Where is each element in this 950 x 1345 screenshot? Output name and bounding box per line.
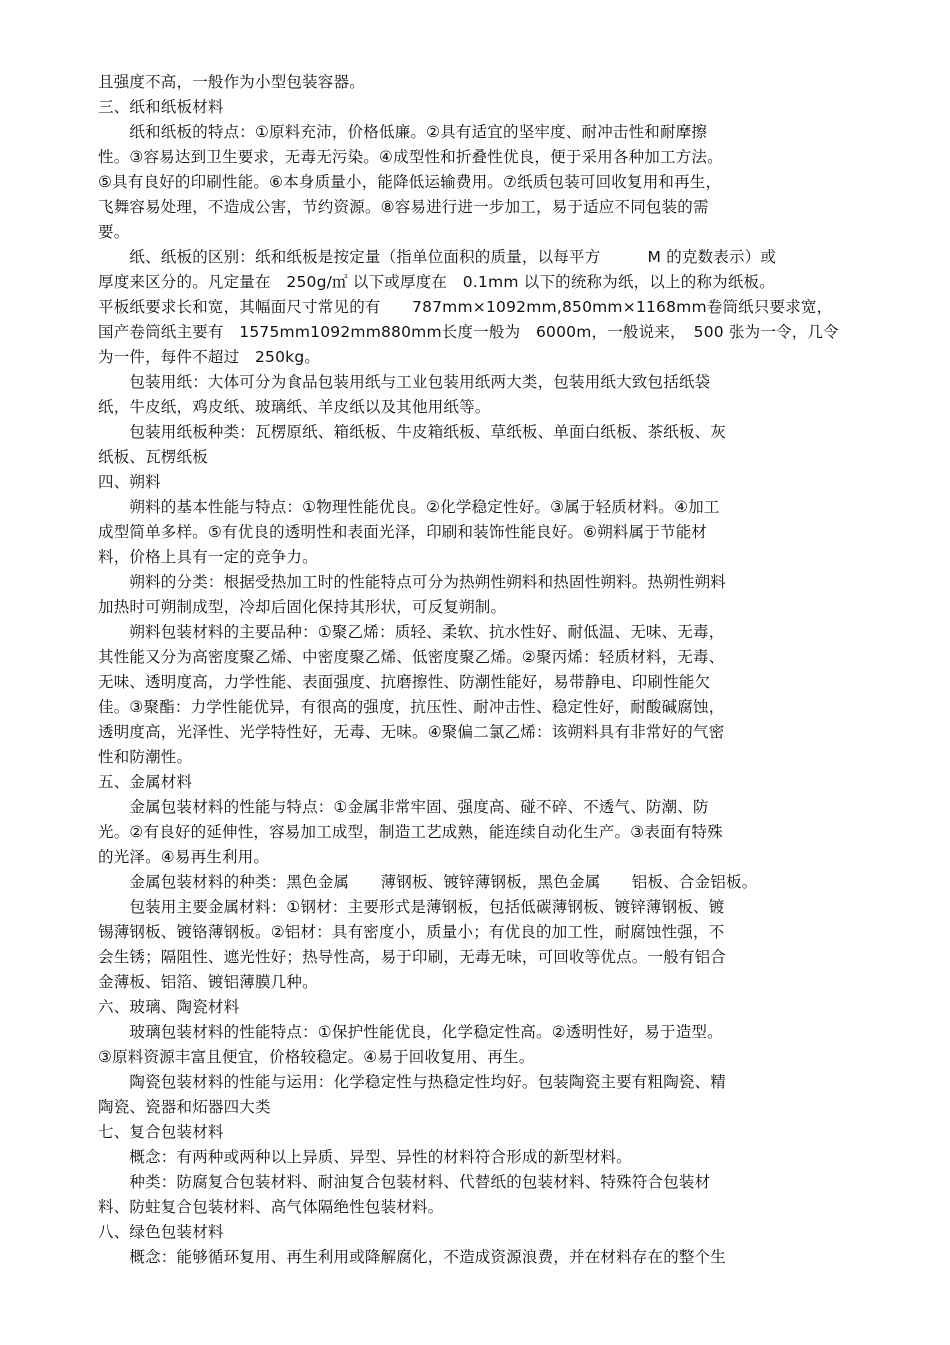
text-line: 光。②有良好的延伸性，容易加工成型，制造工艺成熟，能连续自动化生产。③表面有特殊 <box>98 823 723 841</box>
text-line: 包装用纸：大体可分为食品包装用纸与工业包装用纸两大类，包装用纸大致包括纸袋 <box>98 373 711 391</box>
text-line: 锡薄钢板、镀铬薄钢板。②铝材：具有密度小，质量小；有优良的加工性，耐腐蚀性强，不 <box>98 923 725 941</box>
section-heading-plastic: 四、朔料 <box>98 473 161 491</box>
text-line: 加热时可朔制成型，冷却后固化保持其形状，可反复朔制。 <box>98 598 507 616</box>
text-line: 种类：防腐复合包装材料、耐油复合包装材料、代替纸的包装材料、特殊符合包装材 <box>98 1173 711 1191</box>
text-line: 包装用纸板种类：瓦楞原纸、箱纸板、牛皮箱纸板、草纸板、单面白纸板、茶纸板、灰 <box>98 423 727 441</box>
section-heading-metal: 五、金属材料 <box>98 773 193 791</box>
text-line: 国产卷筒纸主要有 1575mm1092mm880mm长度一般为 6000m，一般说来， 500 张为一令，几令 <box>98 323 839 341</box>
text-line: 且强度不高，一般作为小型包装容器。 <box>98 73 365 91</box>
section-heading-paper: 三、纸和纸板材料 <box>98 98 224 116</box>
text-line: 包装用主要金属材料：①钢材：主要形式是薄钢板，包括低碳薄钢板、镀锌薄钢板、镀 <box>98 898 725 916</box>
text-line: ③原料资源丰富且便宜，价格较稳定。④易于回收复用、再生。 <box>98 1048 535 1066</box>
text-line: 成型简单多样。⑤有优良的透明性和表面光泽，印刷和装饰性能良好。⑥朔料属于节能材 <box>98 523 708 541</box>
text-line: 料，价格上具有一定的竞争力。 <box>98 548 318 566</box>
text-line: 纸，牛皮纸，鸡皮纸、玻璃纸、羊皮纸以及其他用纸等。 <box>98 398 491 416</box>
text-line: 为一件，每件不超过 250kg。 <box>98 348 321 366</box>
text-line: 的光泽。④易再生利用。 <box>98 848 270 866</box>
section-heading-green: 八、绿色包装材料 <box>98 1223 224 1241</box>
text-line: 金薄板、铝箔、镀铝薄膜几种。 <box>98 973 318 991</box>
text-line: 金属包装材料的性能与特点：①金属非常牢固、强度高、碰不碎、不透气、防潮、防 <box>98 798 709 816</box>
text-line: 陶瓷包装材料的性能与运用：化学稳定性与热稳定性均好。包装陶瓷主要有粗陶瓷、精 <box>98 1073 727 1091</box>
text-line: 金属包装材料的种类：黑色金属 薄钢板、镀锌薄钢板，黑色金属 铝板、合金铝板。 <box>98 873 758 891</box>
text-line: 要。 <box>98 223 130 241</box>
text-line: 无味、透明度高，力学性能、表面强度、抗磨擦性、防潮性能好，易带静电、印刷性能欠 <box>98 673 711 691</box>
text-line: 性。③容易达到卫生要求，无毒无污染。④成型性和折叠性优良，便于采用各种加工方法。 <box>98 148 723 166</box>
text-line: 纸板、瓦楞纸板 <box>98 448 208 466</box>
text-line: 其性能又分为高密度聚乙烯、中密度聚乙烯、低密度聚乙烯。②聚丙烯：轻质材料，无毒、 <box>98 648 725 666</box>
text-line: 飞舞容易处理，不造成公害，节约资源。⑧容易进行进一步加工，易于适应不同包装的需 <box>98 198 709 216</box>
text-line: 佳。③聚酯：力学性能优异，有很高的强度，抗压性、耐冲击性、稳定性好，耐酸碱腐蚀， <box>98 698 725 716</box>
text-line: 厚度来区分的。凡定量在 250g/㎡ 以下或厚度在 0.1mm 以下的统称为纸，以上的称为纸板。 <box>98 273 775 291</box>
text-line: 会生锈；隔阻性、遮光性好；热导性高，易于印刷，无毒无味，可回收等优点。一般有铝合 <box>98 948 727 966</box>
text-line: 料、防蛀复合包装材料、高气体隔绝性包装材料。 <box>98 1198 444 1216</box>
text-line: 透明度高，光泽性、光学特性好，无毒、无味。④聚偏二氯乙烯：该朔料具有非常好的气密 <box>98 723 725 741</box>
text-line: 朔料的基本性能与特点：①物理性能优良。②化学稳定性好。③属于轻质材料。④加工 <box>98 498 720 516</box>
text-line: 概念：能够循环复用、再生利用或降解腐化，不造成资源浪费，并在材料存在的整个生 <box>98 1248 727 1266</box>
text-line: 玻璃包装材料的性能特点：①保护性能优良，化学稳定性高。②透明性好，易于造型。 <box>98 1023 723 1041</box>
text-line: ⑤具有良好的印刷性能。⑥本身质量小，能降低运输费用。⑦纸质包装可回收复用和再生， <box>98 173 722 191</box>
section-heading-composite: 七、复合包装材料 <box>98 1123 224 1141</box>
text-line: 纸、纸板的区别：纸和纸板是按定量（指单位面积的质量，以每平方 M 的克数表示）或 <box>98 248 777 266</box>
text-line: 陶瓷、瓷器和炻器四大类 <box>98 1098 271 1116</box>
section-heading-glass: 六、玻璃、陶瓷材料 <box>98 998 240 1016</box>
text-line: 性和防潮性。 <box>98 748 193 766</box>
text-line: 纸和纸板的特点：①原料充沛，价格低廉。②具有适宜的坚牢度、耐冲击性和耐摩擦 <box>98 123 708 141</box>
text-line: 概念：有两种或两种以上异质、异型、异性的材料符合形成的新型材料。 <box>98 1148 632 1166</box>
text-line: 朔料包装材料的主要品种：①聚乙烯：质轻、柔软、抗水性好、耐低温、无味、无毒， <box>98 623 725 641</box>
text-line: 朔料的分类：根据受热加工时的性能特点可分为热朔性朔料和热固性朔料。热朔性朔料 <box>98 573 727 591</box>
text-line: 平板纸要求长和宽，其幅面尺寸常见的有 787mm×1092mm,850mm×1168mm卷筒纸只要求宽， <box>98 298 833 316</box>
